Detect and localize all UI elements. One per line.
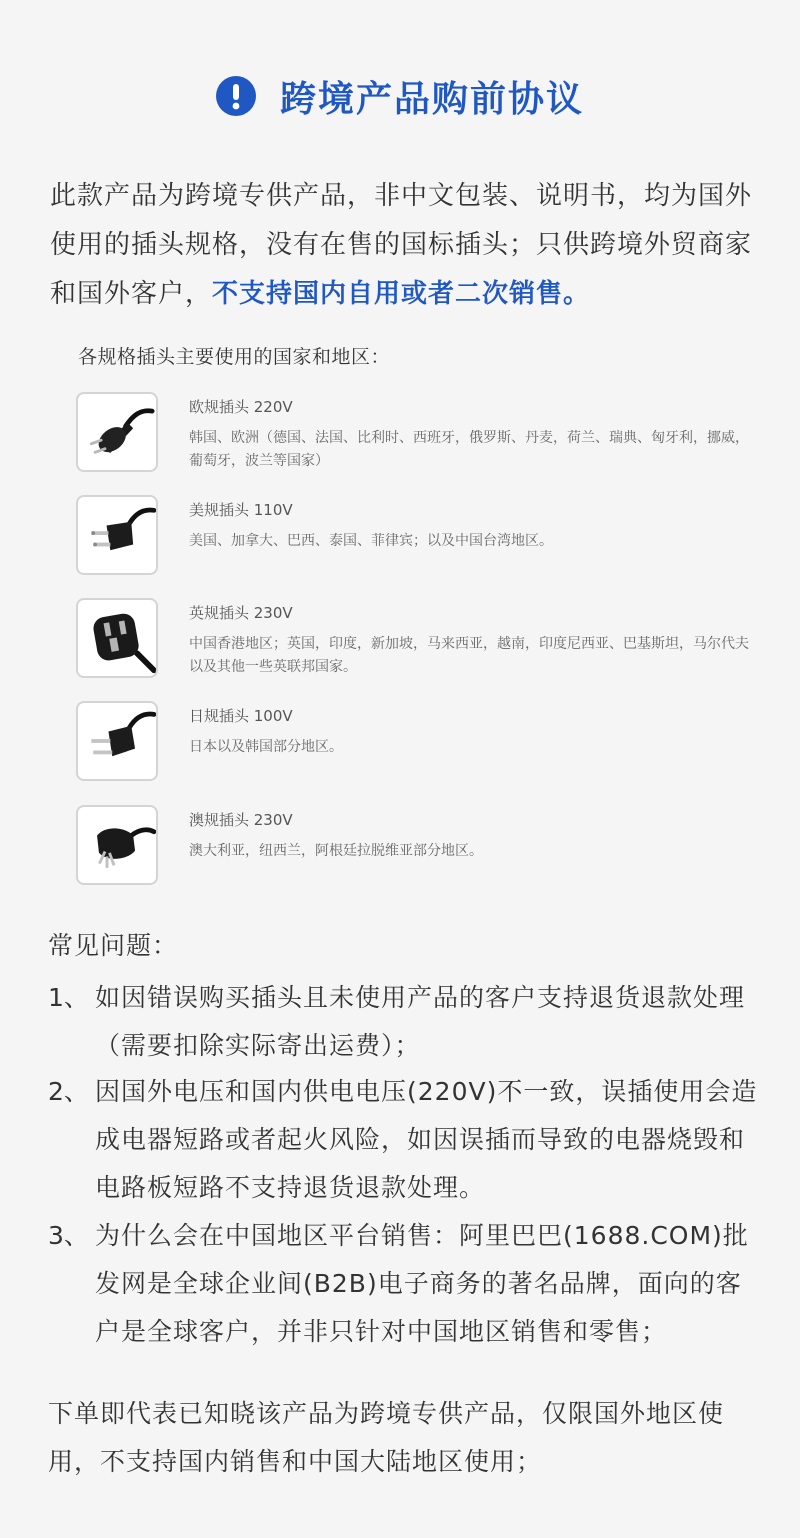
plug-name: 澳规插头 230V bbox=[189, 811, 293, 829]
intro-paragraph bbox=[50, 172, 760, 319]
footer-notice: 下单即代表已知晓该产品为跨境专供产品，仅限国外地区使用，不支持国内销售和中国大陆地区使用； bbox=[48, 1399, 725, 1476]
plug-name: 欧规插头 220V bbox=[189, 398, 293, 416]
plug-description: 日本以及韩国部分地区。 bbox=[189, 739, 343, 755]
eu-plug-icon bbox=[76, 392, 158, 472]
plug-item-au bbox=[76, 805, 756, 889]
plug-description: 中国香港地区；英国，印度，新加坡，马来西亚，越南，印度尼西亚、巴基斯坦，马尔代夫以及其他一些英联邦国家。 bbox=[189, 636, 749, 675]
faq-title: 常见问题： bbox=[48, 931, 179, 960]
page-title: 跨境产品购前协议 bbox=[279, 78, 584, 120]
plug-description: 美国、加拿大、巴西、泰国、菲律宾；以及中国台湾地区。 bbox=[189, 533, 553, 549]
page-title-row bbox=[0, 70, 800, 122]
faq-text: 如因错误购买插头且未使用产品的客户支持退货退款处理（需要扣除实际寄出运费）； bbox=[95, 983, 746, 1060]
au-plug-icon bbox=[76, 805, 158, 885]
plug-name: 美规插头 110V bbox=[189, 501, 293, 519]
plug-item-jp bbox=[76, 701, 756, 785]
faq-text: 为什么会在中国地区平台销售：阿里巴巴(1688.COM)批发网是全球企业间(B2B)电子商务的著名品牌，面向的客户是全球客户，并非只针对中国地区销售和零售； bbox=[95, 1221, 749, 1346]
faq-number: 3、 bbox=[48, 1221, 89, 1250]
exclamation-circle-icon bbox=[216, 76, 256, 116]
plug-description: 韩国、欧洲（德国、法国、比利时、西班牙，俄罗斯、丹麦，荷兰、瑞典、匈牙利，挪威，葡萄牙，波兰等国家） bbox=[189, 430, 749, 469]
faq-text: 因国外电压和国内供电电压(220V)不一致，误插使用会造成电器短路或者起火风险，如因误插而导致的电器烧毁和电路板短路不支持退货退款处理。 bbox=[95, 1077, 758, 1202]
us-plug-icon bbox=[76, 495, 158, 575]
faq-number: 1、 bbox=[48, 983, 89, 1012]
intro-highlight: 不支持国内自用或者二次销售。 bbox=[212, 279, 591, 309]
jp-plug-icon bbox=[76, 701, 158, 781]
intro-text: 此款产品为跨境专供产品，非中文包装、说明书，均为国外使用的插头规格，没有在售的国标插头；只供跨境外贸商家和国外客户， bbox=[50, 181, 753, 309]
uk-plug-icon bbox=[76, 598, 158, 678]
plug-item-uk bbox=[76, 598, 756, 682]
plug-name: 英规插头 230V bbox=[189, 604, 293, 622]
faq-number: 2、 bbox=[48, 1077, 89, 1106]
plug-item-eu bbox=[76, 392, 756, 476]
plug-description: 澳大利亚，纽西兰，阿根廷拉脱维亚部分地区。 bbox=[189, 843, 483, 859]
plug-list-heading: 各规格插头主要使用的国家和地区： bbox=[78, 346, 391, 368]
plug-name: 日规插头 100V bbox=[189, 707, 293, 725]
plug-item-us bbox=[76, 495, 756, 579]
